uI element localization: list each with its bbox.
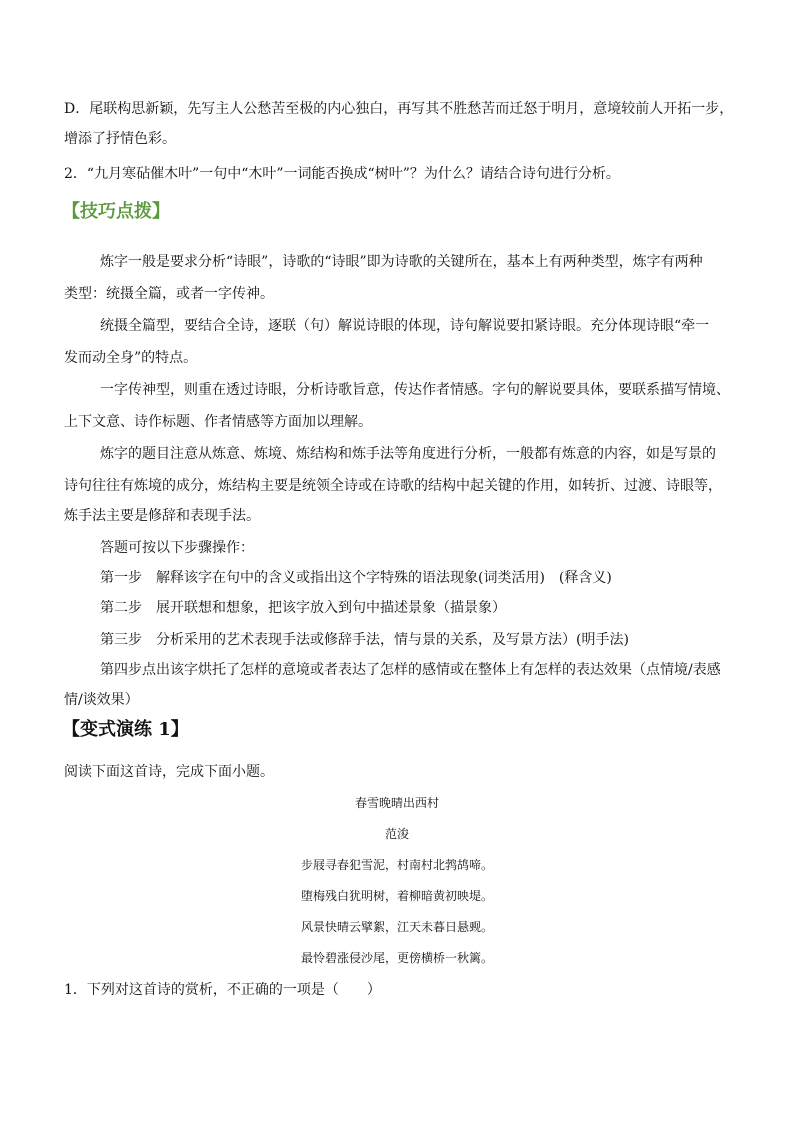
tips-step-2: 第二步 展开联想和想象，把该字放入到句中描述景象（描景象）: [100, 600, 506, 616]
poem-line: 步屐寻春犯雪泥，村南村北鹁鸪啼。: [300, 858, 493, 872]
tips-paragraph-2-line-1: 统摄全篇型，要结合全诗，逐联（句）解说诗眼的体现，诗句解说要扣紧诗眼。充分体现诗眼“牵一: [100, 318, 710, 334]
tips-paragraph-4-line-2: 诗句往往有炼境的成分，炼结构主要是统领全诗或在诗歌的结构中起关键的作用，如转折、过渡、诗眼等，: [64, 478, 722, 494]
poem-line: 堕梅残白犹明树，着柳暗黄初映堤。: [300, 889, 493, 903]
poem-line: 最怜碧涨侵沙尾，更傍横桥一秋篱。: [300, 951, 493, 965]
question-2: 2．“九月寒砧催木叶”一句中“木叶”一词能否换成“树叶”？为什么？请结合诗句进行分析。: [64, 166, 620, 182]
tips-step-1: 第一步 解释该字在句中的含义或指出这个字特殊的语法现象(词类活用) (释含义): [100, 570, 612, 586]
option-d-line-1: D．尾联构思新颖，先写主人公愁苦至极的内心独白，再写其不胜愁苦而迁怒于明月，意境较前人开拓一步，: [64, 101, 734, 117]
tips-paragraph-1-line-2: 类型：统摄全篇，或者一字传神。: [64, 286, 274, 302]
tips-steps-intro: 答题可按以下步骤操作：: [100, 540, 254, 556]
tips-paragraph-4-line-1: 炼字的题目注意从炼意、炼境、炼结构和炼手法等角度进行分析，一般都有炼意的内容，如是写景的: [100, 446, 716, 462]
option-d-line-2: 增添了抒情色彩。: [64, 131, 176, 147]
tips-paragraph-1-line-1: 炼字一般是要求分析“诗眼”，诗歌的“诗眼”即为诗歌的关键所在，基本上有两种类型，炼字有两种: [100, 254, 703, 270]
tips-paragraph-3-line-1: 一字传神型，则重在透过诗眼，分析诗歌旨意，传达作者情感。字句的解说要具体，要联系描写情境、: [100, 382, 730, 398]
tips-paragraph-3-line-2: 上下文意、诗作标题、作者情感等方面加以理解。: [64, 414, 372, 430]
practice-instruction: 阅读下面这首诗，完成下面小题。: [64, 764, 274, 780]
tips-paragraph-2-line-2: 发而动全身”的特点。: [64, 350, 198, 366]
question-1: 1．下列对这首诗的赏析，不正确的一项是（ ）: [64, 982, 381, 998]
poem-author: 范浚: [384, 827, 409, 841]
tips-paragraph-4-line-3: 炼手法主要是修辞和表现手法。: [64, 508, 260, 524]
tips-step-4-line-2: 情/谈效果）: [64, 692, 139, 708]
tips-step-4-line-1: 第四步点出该字烘托了怎样的意境或者表达了怎样的感情或在整体上有怎样的表达效果（点情境/表感: [100, 662, 721, 678]
tips-heading: 【技巧点拨】: [62, 201, 170, 222]
tips-step-3: 第三步 分析采用的艺术表现手法或修辞手法，情与景的关系，及写景方法）(明手法): [100, 632, 629, 648]
practice-heading: 【变式演练 1】: [62, 719, 189, 740]
poem-title: 春雪晚晴出西村: [354, 796, 439, 810]
poem-line: 风景快晴云擘絮，江天未暮日悬觋。: [300, 920, 493, 934]
